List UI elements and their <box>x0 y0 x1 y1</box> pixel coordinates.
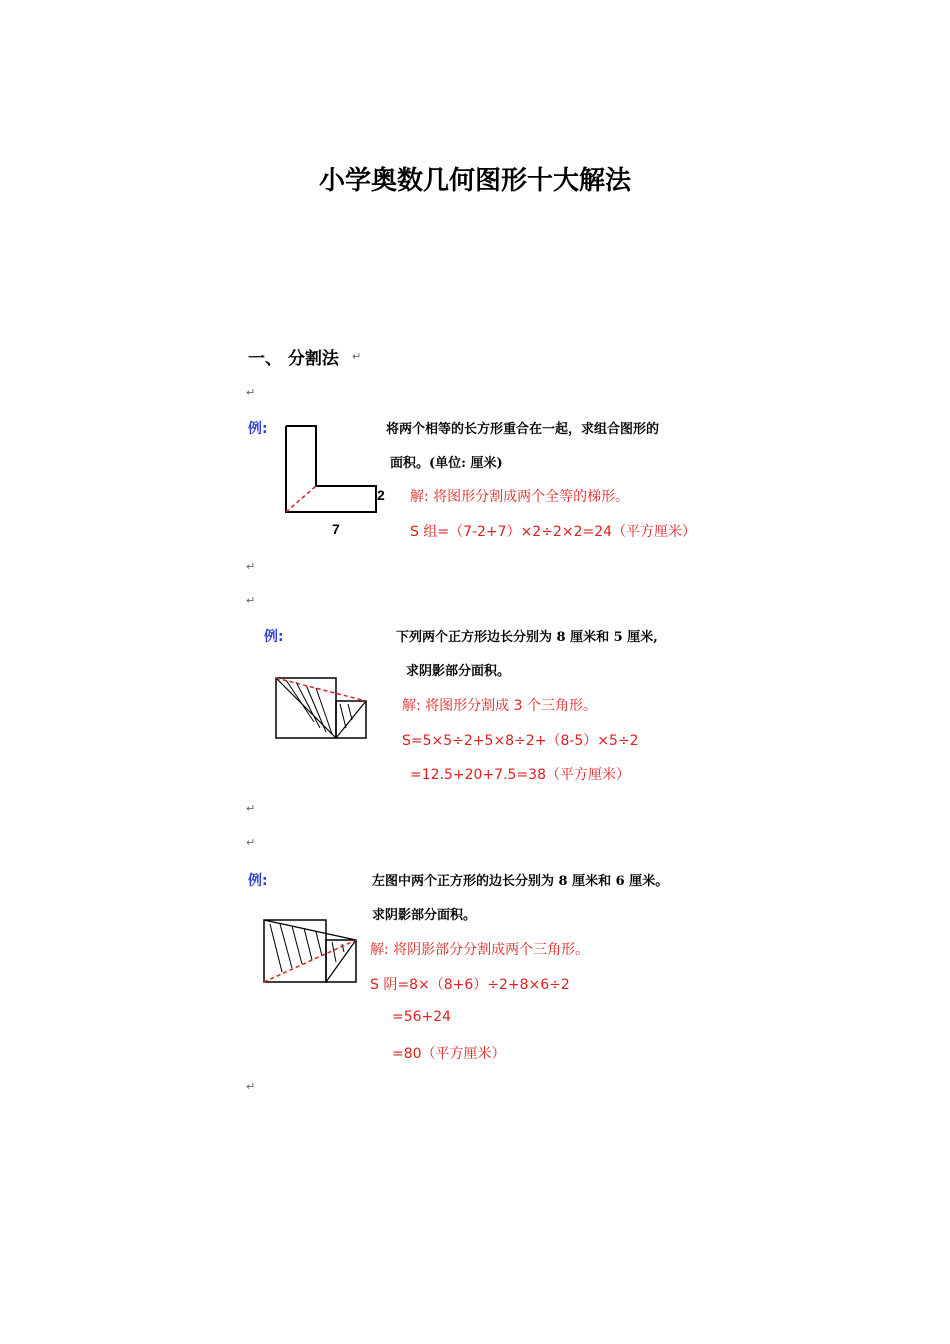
solution-text: 解: 将图形分割成两个全等的梯形。 <box>410 489 630 505</box>
question-text: 左图中两个正方形的边长分别为 8 厘米和 6 厘米。 <box>372 874 669 889</box>
example-label: 例: <box>248 421 268 437</box>
solution-text: 解: 将图形分割成 3 个三角形。 <box>402 698 597 714</box>
solution-text: 解: 将阴影部分分割成两个三角形。 <box>370 942 590 958</box>
question-text: 求阴影部分面积。 <box>406 664 511 679</box>
question-text: 将两个相等的长方形重合在一起，求组合图形的 <box>386 422 660 437</box>
solution-text: S 阴=8×（8+6）÷2+8×6÷2 <box>370 977 570 993</box>
two-squares-figure <box>262 918 362 986</box>
l-shape-figure <box>280 420 390 520</box>
section-heading: 一、 分割法 <box>248 349 339 369</box>
solution-text: =12.5+20+7.5=38（平方厘米） <box>410 767 630 783</box>
example-label: 例: <box>248 873 268 889</box>
return-mark: ↵ <box>352 350 362 363</box>
solution-text: =56+24 <box>392 1009 452 1025</box>
solution-text: S 组=（7-2+7）×2÷2×2=24（平方厘米） <box>410 524 697 540</box>
question-text: 下列两个正方形边长分别为 8 厘米和 5 厘米, <box>396 630 658 645</box>
question-text: 面积。(单位: 厘米) <box>390 456 503 471</box>
solution-text: =80（平方厘米） <box>392 1046 506 1062</box>
dimension-label: 7 <box>332 521 340 537</box>
return-mark: ↵ <box>246 594 256 607</box>
return-mark: ↵ <box>246 1080 256 1093</box>
return-mark: ↵ <box>246 560 256 573</box>
page-title: 小学奥数几何图形十大解法 <box>318 166 631 196</box>
question-text: 求阴影部分面积。 <box>372 908 477 923</box>
return-mark: ↵ <box>246 386 256 399</box>
return-mark: ↵ <box>246 836 256 849</box>
dimension-label: 2 <box>377 487 385 503</box>
example-label: 例: <box>264 629 284 645</box>
return-mark: ↵ <box>246 802 256 815</box>
two-squares-figure <box>274 676 370 742</box>
solution-text: S=5×5÷2+5×8÷2+（8-5）×5÷2 <box>402 733 639 749</box>
